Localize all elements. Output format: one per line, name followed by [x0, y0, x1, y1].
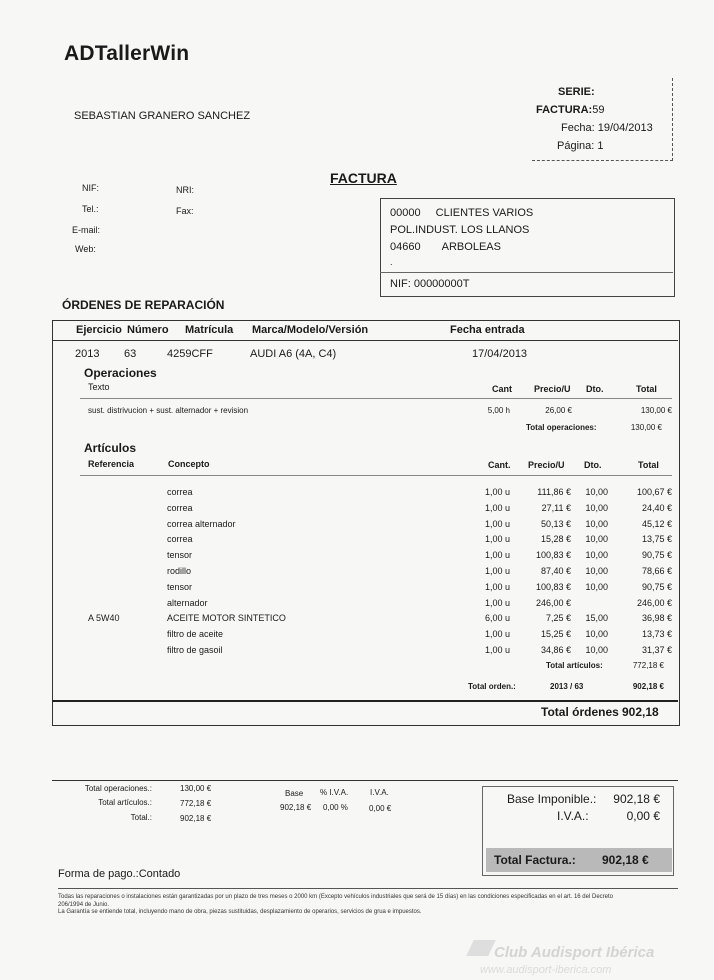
art-concepto: correa — [167, 503, 193, 513]
art-cant: 1,00 u — [484, 487, 510, 497]
total-orders-value: 902,18 — [622, 705, 659, 719]
art-precio: 15,25 € — [540, 629, 571, 639]
art-header-dto: Dto. — [584, 460, 602, 470]
art-total: 31,37 € — [641, 645, 672, 655]
ops-header-divider — [80, 398, 672, 399]
invoice-date — [561, 122, 653, 134]
tel-label: Tel.: — [82, 204, 99, 214]
art-cant: 1,00 u — [484, 598, 510, 608]
page-label: Página: — [557, 140, 595, 152]
art-total: 13,75 € — [641, 534, 672, 544]
art-precio: 27,11 € — [541, 503, 571, 513]
art-cant: 1,00 u — [484, 629, 510, 639]
art-dto: 10,00 — [585, 629, 608, 639]
footer-line-3: La Garantía se entiende total, incluyendo mano de obra, piezas sustituidas, desplazamiento de operarios, servicios de grua e impuestos. — [58, 909, 422, 915]
nif-label: NIF: — [82, 183, 99, 193]
art-dto: 10,00 — [585, 550, 608, 560]
art-total: 13,73 € — [641, 629, 672, 639]
totals-divider — [52, 780, 678, 781]
recipient-line-1 — [390, 207, 533, 219]
iva-total-label: I.V.A.: — [557, 809, 589, 823]
art-dto: 10,00 — [585, 645, 608, 655]
art-precio: 7,25 € — [545, 613, 571, 623]
art-cant: 1,00 u — [484, 550, 510, 560]
total-orders-label: Total órdenes — [541, 705, 619, 719]
art-precio: 34,86 € — [540, 645, 571, 655]
order-fecha: 17/04/2013 — [472, 348, 528, 360]
invoice-number — [536, 104, 604, 116]
watermark-logo-icon — [466, 940, 495, 956]
ops-total-value: 130,00 € — [630, 423, 662, 432]
art-dto: 10,00 — [585, 582, 608, 592]
art-total: 24,40 € — [641, 503, 672, 513]
art-dto: 10,00 — [585, 534, 608, 544]
art-concepto: correa alternador — [167, 519, 236, 529]
art-header-total: Total — [638, 460, 659, 470]
ops-header-precio: Precio/U — [534, 384, 571, 394]
art-dto: 15,00 — [585, 613, 608, 623]
issuer-name: SEBASTIAN GRANERO SANCHEZ — [74, 110, 251, 122]
header-fecha: Fecha entrada — [450, 324, 525, 336]
order-numero: 63 — [124, 348, 137, 360]
art-total: 246,00 € — [636, 598, 672, 608]
ops-header-cant: Cant — [492, 384, 512, 394]
recipient-postal: 04660 — [390, 241, 421, 253]
order-total-ref: 2013 / 63 — [550, 682, 584, 691]
total-invoice-label: Total Factura.: — [494, 853, 576, 867]
iva-label: I.V.A. — [370, 788, 389, 797]
iva-base-value: 902,18 € — [280, 803, 312, 812]
summary-ops-label: Total operaciones.: — [84, 784, 152, 793]
art-total: 45,12 € — [641, 519, 672, 529]
fax-label: Fax: — [176, 206, 194, 216]
art-concepto: alternador — [167, 598, 208, 608]
document-title: FACTURA — [330, 170, 397, 186]
invoice-number-label: FACTURA: — [536, 104, 593, 116]
art-concepto: filtro de gasoil — [167, 645, 223, 655]
operations-title: Operaciones — [84, 366, 157, 380]
art-precio: 111,86 € — [537, 487, 571, 497]
page-value: 1 — [597, 140, 604, 152]
header-matricula: Matrícula — [185, 324, 234, 336]
total-invoice-value: 902,18 € — [602, 853, 649, 867]
page-number — [557, 140, 604, 152]
serie-label: SERIE: — [558, 86, 595, 98]
recipient-divider — [380, 272, 673, 273]
ops-row-texto: sust. distrivucion + sust. alternador + revision — [88, 406, 249, 415]
nri-label: NRI: — [176, 185, 194, 195]
invoice-date-label: Fecha: — [561, 122, 595, 134]
art-header-divider — [80, 475, 672, 476]
summary-total-label: Total.: — [130, 813, 152, 822]
invoice-number-value: 59 — [592, 104, 605, 116]
art-cant: 1,00 u — [484, 503, 510, 513]
base-imponible-label: Base Imponible.: — [507, 792, 597, 806]
art-precio: 246,00 € — [535, 598, 571, 608]
ops-header-texto: Texto — [88, 382, 110, 392]
summary-ops-value: 130,00 € — [180, 784, 212, 793]
ops-row-total: 130,00 € — [640, 406, 672, 415]
art-cant: 1,00 u — [484, 519, 510, 529]
art-total: 78,66 € — [641, 566, 672, 576]
art-header-cant: Cant. — [488, 460, 511, 470]
footer-line-1: Todas las reparaciones o instalaciones están garantizadas por un plazo de tres meses o 2000 km (Excepto vehículos industriales que será de 15 días) en las condiciones especificadas en el art. 16 del Decreto — [58, 894, 613, 900]
art-cant: 1,00 u — [484, 534, 510, 544]
ops-header-total: Total — [636, 384, 657, 394]
recipient-name: CLIENTES VARIOS — [435, 207, 534, 219]
art-total: 90,75 € — [641, 582, 672, 592]
art-concepto: filtro de aceite — [167, 629, 224, 639]
summary-total-value: 902,18 € — [180, 814, 212, 823]
art-concepto: tensor — [167, 582, 193, 592]
header-marca: Marca/Modelo/Versión — [252, 324, 369, 336]
art-cant: 1,00 u — [484, 566, 510, 576]
header-ejercicio: Ejercicio — [76, 324, 122, 336]
header-numero: Número — [127, 324, 169, 336]
iva-base-label: Base — [285, 789, 304, 798]
art-precio: 15,28 € — [540, 534, 571, 544]
order-ejercicio: 2013 — [75, 348, 100, 360]
ops-row-precio: 26,00 € — [545, 406, 572, 415]
footer-line-2: 206/1994 de Junio. — [58, 901, 110, 908]
order-total-label: Total orden.: — [468, 682, 516, 691]
orders-section-title: ÓRDENES DE REPARACIÓN — [62, 298, 225, 312]
base-imponible-value: 902,18 € — [613, 792, 660, 806]
art-dto: 10,00 — [585, 503, 608, 513]
art-dto: 10,00 — [585, 566, 608, 576]
invoice-date-value: 19/04/2013 — [597, 122, 653, 134]
art-header-concepto: Concepto — [168, 459, 210, 469]
orders-header-divider — [52, 340, 678, 341]
summary-arts-value: 772,18 € — [180, 799, 212, 808]
recipient-nif: NIF: 00000000T — [390, 278, 470, 290]
watermark-url: www.audisport-iberica.com — [480, 964, 612, 976]
art-header-referencia: Referencia — [88, 459, 135, 469]
summary-arts-label: Total artículos.: — [98, 798, 152, 807]
art-precio: 100,83 € — [535, 550, 571, 560]
art-precio: 87,40 € — [540, 566, 571, 576]
recipient-address: POL.INDUST. LOS LLANOS — [390, 224, 530, 236]
art-total-value: 772,18 € — [632, 661, 664, 670]
articles-title: Artículos — [84, 441, 137, 455]
ops-row-cant: 5,00 h — [487, 406, 510, 415]
order-marca: AUDI A6 (4A, C4) — [250, 348, 337, 360]
ops-header-dto: Dto. — [586, 384, 604, 394]
company-name: ADTallerWin — [64, 42, 190, 65]
art-ref: A 5W40 — [88, 613, 120, 623]
iva-pct-label: % I.V.A. — [320, 788, 349, 797]
art-dto: 10,00 — [585, 519, 608, 529]
art-header-precio: Precio/U — [528, 460, 565, 470]
art-cant: 1,00 u — [484, 645, 510, 655]
art-precio: 50,13 € — [540, 519, 571, 529]
art-cant: 1,00 u — [484, 582, 510, 592]
footer-legal — [58, 894, 678, 917]
iva-value: 0,00 € — [369, 804, 392, 813]
payment-method: Forma de pago.:Contado — [58, 868, 181, 880]
email-label: E-mail: — [72, 225, 101, 235]
recipient-code: 00000 — [390, 207, 421, 219]
order-total-value: 902,18 € — [632, 682, 664, 691]
recipient-dot: . — [390, 257, 393, 267]
art-total: 100,67 € — [636, 487, 672, 497]
footer-divider — [58, 888, 678, 889]
art-concepto: ACEITE MOTOR SINTETICO — [167, 613, 286, 623]
orders-bottom-divider — [52, 700, 678, 702]
art-concepto: tensor — [167, 550, 193, 560]
art-dto: 10,00 — [585, 487, 608, 497]
order-matricula: 4259CFF — [167, 348, 213, 360]
art-concepto: correa — [167, 534, 193, 544]
art-total: 90,75 € — [641, 550, 672, 560]
iva-total-value: 0,00 € — [626, 809, 660, 823]
art-precio: 100,83 € — [535, 582, 571, 592]
art-total-label: Total artículos: — [546, 661, 603, 670]
recipient-line-3 — [390, 241, 501, 253]
web-label: Web: — [75, 244, 96, 254]
art-total: 36,98 € — [641, 613, 672, 623]
ops-total-label: Total operaciones: — [526, 423, 597, 432]
watermark-brand: Club Audisport Ibérica — [494, 944, 655, 961]
recipient-city: ARBOLEAS — [441, 241, 501, 253]
total-invoice-bar — [486, 848, 672, 872]
art-concepto: rodillo — [167, 566, 192, 576]
art-cant: 6,00 u — [484, 613, 510, 623]
art-concepto: correa — [167, 487, 193, 497]
iva-pct-value: 0,00 % — [323, 803, 348, 812]
recipient-box — [380, 198, 675, 297]
